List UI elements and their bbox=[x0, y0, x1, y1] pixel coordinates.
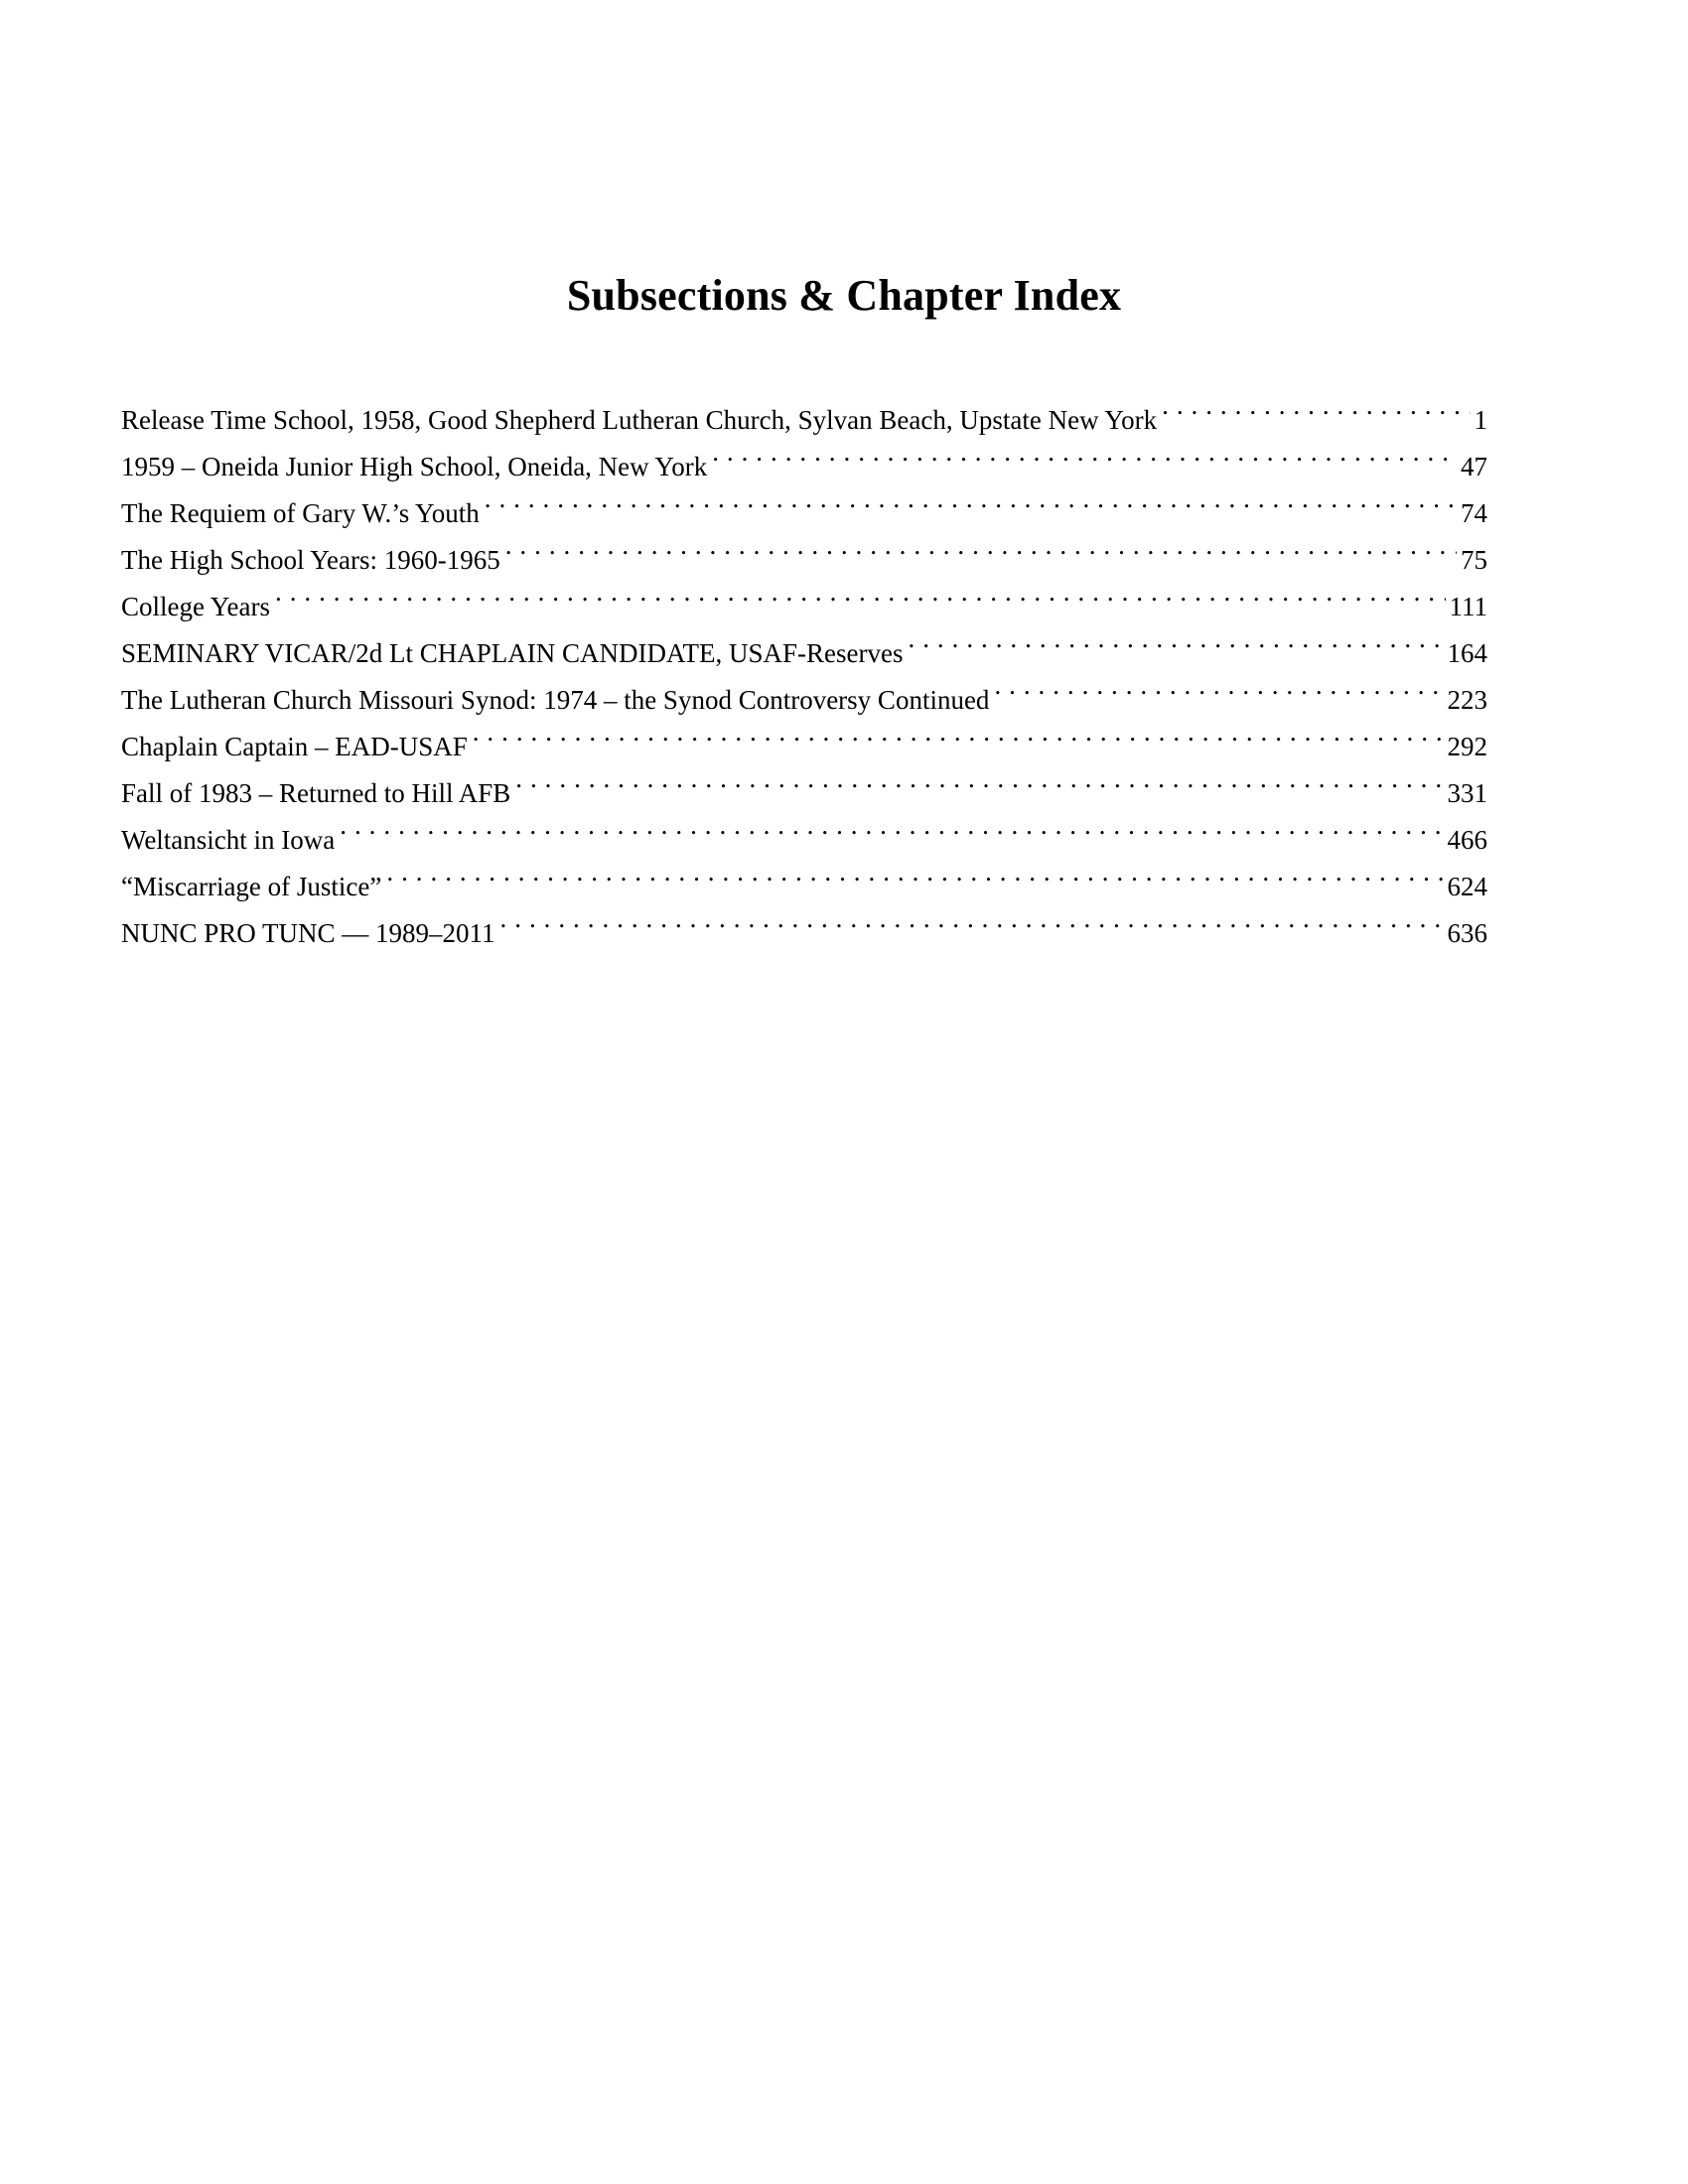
toc-entry[interactable] bbox=[121, 770, 1487, 817]
toc-entry-title: “Miscarriage of Justice” bbox=[121, 872, 382, 901]
toc-entry-title: 1959 – Oneida Junior High School, Oneida, New York bbox=[121, 452, 708, 481]
page-title: Subsections & Chapter Index bbox=[566, 271, 1122, 321]
toc-entry-title: NUNC PRO TUNC — 1989–2011 bbox=[121, 918, 495, 948]
toc-entry-page-number: 223 bbox=[1447, 685, 1487, 715]
toc-entry[interactable] bbox=[121, 584, 1487, 630]
toc-entry[interactable] bbox=[121, 910, 1487, 957]
toc-dot-leader bbox=[909, 635, 1444, 662]
toc-entry[interactable] bbox=[121, 817, 1487, 864]
toc-dot-leader bbox=[505, 542, 1457, 569]
toc-entry-title: Chaplain Captain – EAD-USAF bbox=[121, 732, 468, 761]
toc-entry-title: SEMINARY VICAR/2d Lt CHAPLAIN CANDIDATE, USAF-Reserves bbox=[121, 638, 904, 668]
toc-dot-leader bbox=[994, 682, 1443, 709]
toc-entry-page-number: 74 bbox=[1461, 498, 1487, 528]
toc-entry-page-number: 75 bbox=[1461, 545, 1487, 575]
toc-entry-title: College Years bbox=[121, 592, 270, 621]
toc-entry[interactable] bbox=[121, 537, 1487, 584]
toc-entry-page-number: 1 bbox=[1474, 405, 1487, 435]
toc-entry-page-number: 292 bbox=[1447, 732, 1487, 761]
toc-entry[interactable] bbox=[121, 397, 1487, 444]
table-of-contents bbox=[121, 397, 1487, 957]
toc-dot-leader bbox=[500, 915, 1444, 942]
toc-entry-title: Fall of 1983 – Returned to Hill AFB bbox=[121, 778, 511, 808]
toc-dot-leader bbox=[340, 822, 1443, 849]
toc-dot-leader bbox=[1162, 402, 1470, 429]
toc-dot-leader bbox=[275, 589, 1446, 615]
toc-entry[interactable] bbox=[121, 724, 1487, 770]
toc-entry-title: The Lutheran Church Missouri Synod: 1974 – the Synod Controversy Continued bbox=[121, 685, 990, 715]
toc-entry-title: Weltansicht in Iowa bbox=[121, 825, 336, 855]
toc-entry[interactable] bbox=[121, 444, 1487, 490]
toc-entry[interactable] bbox=[121, 864, 1487, 910]
toc-entry-page-number: 331 bbox=[1447, 778, 1487, 808]
toc-entry[interactable] bbox=[121, 630, 1487, 677]
toc-entry-title: Release Time School, 1958, Good Shepherd Lutheran Church, Sylvan Beach, Upstate New York bbox=[121, 405, 1158, 435]
toc-dot-leader bbox=[515, 775, 1443, 802]
toc-dot-leader bbox=[386, 869, 1443, 895]
toc-dot-leader bbox=[473, 729, 1444, 755]
toc-entry-page-number: 624 bbox=[1447, 872, 1487, 901]
toc-entry[interactable] bbox=[121, 677, 1487, 724]
toc-entry-page-number: 164 bbox=[1447, 638, 1487, 668]
toc-entry-page-number: 111 bbox=[1449, 592, 1487, 621]
toc-entry-title: The High School Years: 1960-1965 bbox=[121, 545, 500, 575]
toc-entry[interactable] bbox=[121, 490, 1487, 537]
toc-entry-page-number: 466 bbox=[1447, 825, 1487, 855]
toc-entry-title: The Requiem of Gary W.’s Youth bbox=[121, 498, 480, 528]
toc-entry-page-number: 636 bbox=[1447, 918, 1487, 948]
toc-dot-leader bbox=[485, 495, 1457, 522]
toc-entry-page-number: 47 bbox=[1461, 452, 1487, 481]
toc-dot-leader bbox=[712, 449, 1457, 476]
